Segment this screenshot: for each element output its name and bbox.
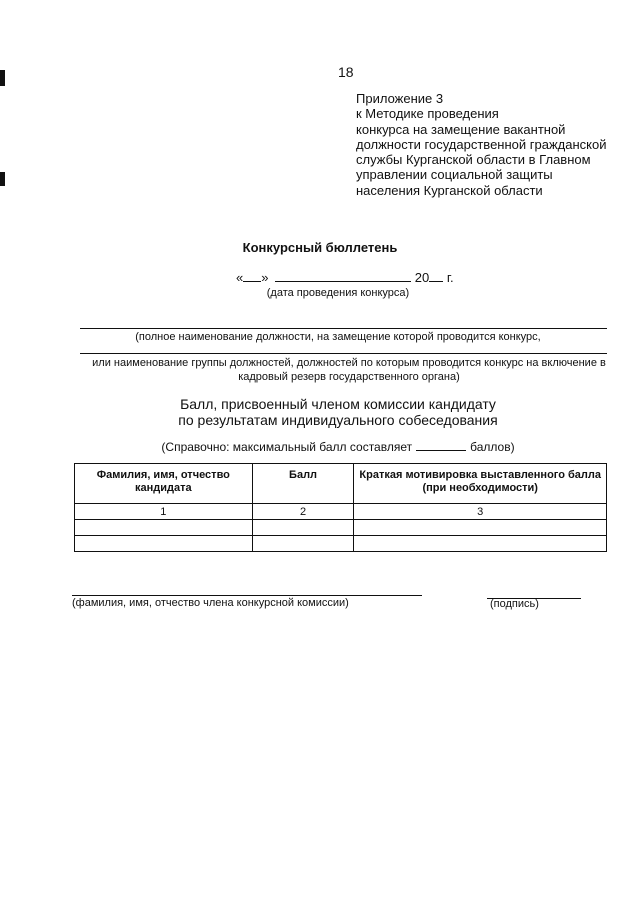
- appendix-header: [356, 91, 606, 198]
- table-row: [75, 520, 607, 536]
- position-caption-1: (полное наименование должности, на замещение которой проводится конкурс,: [135, 331, 541, 343]
- quote-close: »: [261, 270, 269, 285]
- appendix-line: управлении социальной защиты: [356, 167, 553, 183]
- document-title: Конкурсный бюллетень: [242, 240, 398, 255]
- appendix-line: к Методике проведения: [356, 106, 499, 122]
- position-line-2: [80, 353, 607, 354]
- signature-caption: (подпись): [490, 598, 539, 610]
- table-cell[interactable]: [252, 520, 354, 536]
- scan-mark-bottom: [0, 172, 5, 186]
- header-motivation: Краткая мотивировка выставленного балла (при необходимости): [354, 464, 607, 504]
- column-number: 1: [75, 504, 253, 520]
- table-cell[interactable]: [252, 536, 354, 552]
- year-suffix: г.: [446, 270, 454, 285]
- table-number-row: [75, 504, 607, 520]
- month-blank: [275, 281, 411, 282]
- scan-mark-top: [0, 70, 5, 86]
- score-heading-line: по результатам индивидуального собеседования: [178, 412, 498, 428]
- reference-note: [0, 440, 640, 454]
- page-number: 18: [338, 64, 354, 80]
- appendix-line: Приложение 3: [356, 91, 444, 106]
- day-blank: [243, 281, 261, 282]
- reference-note-prefix: (Справочно: максимальный балл составляет: [161, 440, 413, 454]
- name-signature-caption: (фамилия, имя, отчество члена конкурсной комиссии): [72, 597, 349, 609]
- position-caption-2: или наименование группы должностей, должностей по которым проводится конкурс на включение в кадровый резерв государственного органа): [92, 357, 606, 383]
- reference-note-suffix: баллов): [470, 440, 515, 454]
- table-cell[interactable]: [354, 536, 607, 552]
- table-header-row: [75, 464, 607, 504]
- column-number: 3: [354, 504, 607, 520]
- appendix-line: службы Курганской области в Главном: [356, 152, 591, 168]
- column-number: 2: [252, 504, 354, 520]
- year-prefix: 20: [414, 270, 430, 285]
- score-table: [74, 463, 607, 552]
- name-signature-line: [72, 595, 422, 596]
- appendix-line: конкурса на замещение вакантной: [356, 121, 566, 137]
- position-line-1: [80, 328, 607, 329]
- table-row: [75, 536, 607, 552]
- table-cell[interactable]: [75, 520, 253, 536]
- date-line: [236, 270, 454, 285]
- header-score: Балл: [252, 464, 354, 504]
- appendix-line: должности государственной гражданской: [356, 136, 607, 152]
- quote-open: «: [236, 270, 244, 285]
- appendix-line: населения Курганской области: [356, 182, 543, 198]
- table-cell[interactable]: [354, 520, 607, 536]
- table-cell[interactable]: [75, 536, 253, 552]
- date-caption: (дата проведения конкурса): [266, 287, 410, 299]
- score-heading: [0, 396, 640, 428]
- header-candidate-name: Фамилия, имя, отчество кандидата: [75, 464, 253, 504]
- max-score-blank: [416, 450, 466, 451]
- year-blank: [429, 281, 443, 282]
- score-heading-line: Балл, присвоенный членом комиссии кандидату: [180, 396, 496, 412]
